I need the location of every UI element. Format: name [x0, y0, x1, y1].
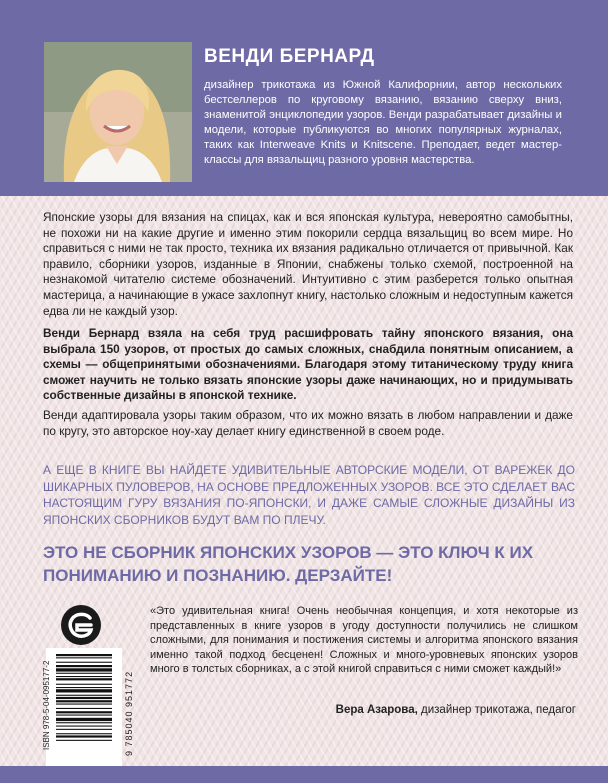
- bottom-band: [0, 766, 608, 783]
- review-quote: «Это удивительная книга! Очень необычная концепция, и хотя некоторые из представленных в книге узоров в угоду доступности получились не слишком сложными, для понимания и постижения системы и алгоритма японского вязания именно такой подход бесценен! Сложных и много-уровневых японских узоров много в толстых сборниках, а с этой книгой справиться с ними сможет каждый!»: [150, 605, 578, 676]
- author-photo: [44, 42, 192, 182]
- review-author-role: дизайнер трикотажа, педагог: [421, 704, 576, 716]
- isbn-barcode: [46, 648, 122, 766]
- slogan: ЭТО НЕ СБОРНИК ЯПОНСКИХ УЗОРОВ — ЭТО КЛЮЧ К ИХ ПОНИМАНИЮ И ПОЗНАНИЮ. ДЕРЗАЙТЕ!: [43, 543, 534, 585]
- publisher-logo: [60, 604, 102, 646]
- isbn-digits: 9 785040 951772: [124, 670, 134, 756]
- adaptation-paragraph: Венди адаптировала узоры таким образом, что их можно вязать в любом направлении и даже по кругу, это авторское ноу-хау делает книгу единственной в своем роде.: [43, 408, 573, 438]
- promo-text: А ЕЩЕ В КНИГЕ ВЫ НАЙДЕТЕ УДИВИТЕЛЬНЫЕ АВТОРСКИЕ МОДЕЛИ, ОТ ВАРЕЖЕК ДО ШИКАРНЫХ ПУЛОВЕРОВ, НА ОСНОВЕ ПРЕДЛОЖЕННЫХ УЗОРОВ. ВСЕ ЭТО СДЕЛАЕТ ВАС НАСТОЯЩИМ ГУРУ ВЯЗАНИЯ ПО-ЯПОНСКИ, И ДАЖЕ САМЫЕ СЛОЖНЫЕ ДИЗАЙНЫ ИЗ ЯПОНСКИХ СБОРНИКОВ БУДУТ ВАМ ПО ПЛЕЧУ.: [43, 463, 575, 527]
- author-bio: дизайнер трикотажа из Южной Калифорнии, автор нескольких бестселлеров по круговому вязанию, вязанию сверху вниз, знаменитой энциклопедии узоров. Венди разрабатывает дизайны и модели, которые публикуются во многих популярных журналах, таких как Interweave Knits и Knitscene. Преподает, ведет мастер-классы для вязальщиц разного уровня мастерства.: [204, 79, 562, 166]
- isbn-label: ISBN 978-5-04-095177-2: [42, 660, 51, 750]
- description-paragraph: Венди Бернард взяла на себя труд расшифровать тайну японского вязания, она выбрала 150 узоров, от простых до самых сложных, снабдила понятным описанием, а схемы — общепринятыми обозначениями. Благодаря этому титаническому труду книга сможет научить не только вязать японские узоры даже начинающих, но и придумывать собственные дизайны в японской технике.: [43, 326, 573, 403]
- review-signature: [336, 704, 576, 716]
- intro-paragraph: Японские узоры для вязания на спицах, как и вся японская культура, невероятно самобытны, не похожи ни на какие другие и именно этим покорили сердца вязальщиц во всем мире. Но справиться с ними не так просто, техника их вязания радикально отличается от привычной. Как правило, сборники узоров, изданные в Японии, снабжены только схемой, построенной на незнакомой читателю системе обозначений. Интуитивно с этим разберется только опытная мастерица, а начинающие в ужасе захлопнут книгу, настолько сложным и недоступным кажется едва ли не каждый узор.: [43, 210, 573, 318]
- review-author: Вера Азарова,: [335, 704, 418, 716]
- author-name: ВЕНДИ БЕРНАРД: [204, 46, 375, 67]
